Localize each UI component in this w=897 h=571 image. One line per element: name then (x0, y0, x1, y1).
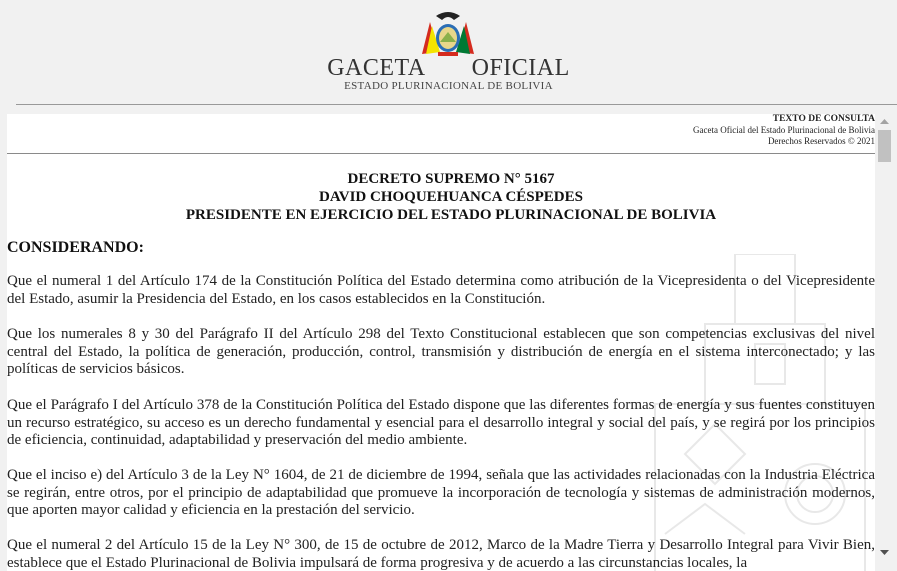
decree-number: DECRETO SUPREMO N° 5167 (347, 171, 555, 187)
brand-subtitle: ESTADO PLURINACIONAL DE BOLIVIA (344, 80, 553, 92)
consulta-source: Gaceta Oficial del Estado Plurinacional de Bolivia (693, 125, 875, 135)
signatory-title: PRESIDENTE EN EJERCICIO DEL ESTADO PLURINACIONAL DE BOLIVIA (185, 207, 717, 223)
document-viewer[interactable] (7, 114, 875, 571)
paragraph: Que el Parágrafo I del Artículo 378 de la Constitución Política del Estado dispone que las diferentes formas de energía y sus fuentes constituyen un recurso estratégico, su acceso es un derecho fundamental y esencial para el desarrollo integral y social del país, y se regirá por los principios de eficiencia, continuidad, adaptabilidad y preservación del medio ambiente. (7, 397, 875, 449)
scroll-up-arrow-icon[interactable] (876, 114, 893, 128)
decree-heading (7, 170, 875, 224)
vertical-scrollbar[interactable] (876, 114, 893, 571)
paragraph: Que los numerales 8 y 30 del Parágrafo II del Artículo 298 del Texto Constitucional establecen que son competencias exclusivas del nivel central del Estado, la política de generación, producción, control, transmisión y distribución de energía en el sistema interconectado; y las políticas de servicios básicos. (7, 326, 875, 378)
scroll-thumb[interactable] (878, 130, 891, 162)
paragraph: Que el numeral 1 del Artículo 174 de la Constitución Política del Estado determina como atribución de la Vicepresidenta o del Vicepresidente del Estado, asumir la Presidencia del Estado, en los casos establecidos en la Constitución. (7, 273, 875, 307)
signatory-name: DAVID CHOQUEHUANCA CÉSPEDES (319, 189, 583, 205)
consulta-notice (693, 114, 875, 147)
scroll-down-arrow-icon[interactable] (876, 546, 893, 560)
brand-title (0, 54, 897, 82)
bolivia-coat-of-arms-icon (416, 8, 480, 60)
paragraph: Que el numeral 2 del Artículo 15 de la Ley N° 300, de 15 de octubre de 2012, Marco de la Madre Tierra y Desarrollo Integral para Vivir Bien, establece que el Estado Plurinacional de Bolivia impulsará de forma progresiva y de acuerdo a las circunstancias locales, la (7, 537, 875, 571)
consulta-title: TEXTO DE CONSULTA (772, 114, 875, 124)
header-divider (16, 104, 897, 105)
brand-left: GACETA (327, 55, 426, 81)
brand-right: OFICIAL (471, 55, 570, 81)
section-title: CONSIDERANDO: (7, 239, 144, 256)
consulta-rights: Derechos Reservados © 2021 (767, 136, 875, 146)
paragraph: Que el inciso e) del Artículo 3 de la Ley N° 1604, de 21 de diciembre de 1994, señala que las actividades relacionadas con la Industria Eléctrica se regirán, entre otros, por el principio de adaptabilidad que promueve la incorporación de tecnología y sistemas de administración modernos, que aporten mayor calidad y eficiencia en la prestación del servicio. (7, 467, 875, 519)
document-divider (7, 153, 875, 154)
site-header (0, 0, 897, 104)
